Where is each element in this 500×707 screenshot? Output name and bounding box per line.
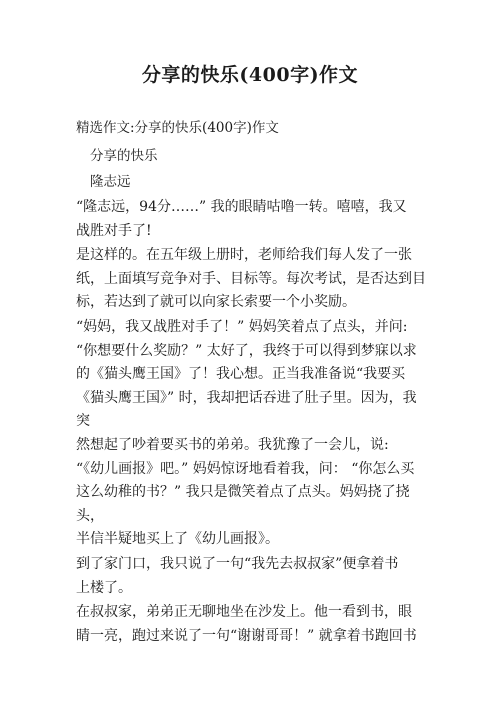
- essay-author: 隆志远: [90, 174, 131, 190]
- essay-subtitle: 分享的快乐: [90, 148, 158, 164]
- paragraph: “妈妈，我又战胜对手了！” 妈妈笑着点了点头，并问: “你想要什么奖励？” 太好了，我终于可以得到梦寐以求 的《猫头鹰王国》了！我心想。正当我准备说“我要买 《猫头鹰王国》” 时，我却把话吞进了肚子里。因为，我突 然想起了吵着要买书的弟弟。我犹豫了一会儿，说: “《幼儿画报》吧。” 妈妈惊讶地看着我，问： “你怎么买 这么幼稚的书？” 我只是微笑着点了点头。妈妈挠了挠头， 半信半疑地买上了《幼儿画报》。: [76, 318, 417, 548]
- essay-body: [76, 196, 426, 648]
- paragraph: 到了家门口，我只说了一句“我先去叔叔家”便拿着书 上楼了。: [76, 555, 399, 596]
- meta-line: 精选作文:分享的快乐(400字)作文: [76, 120, 279, 136]
- paragraph: 在叔叔家，弟弟正无聊地坐在沙发上。他一看到书，眼 睛一亮，跑过来说了一句“谢谢哥哥！” 就拿着书跑回书: [76, 604, 417, 644]
- paragraph: “隆志远，94分……” 我的眼睛咕噜一转。嘻嘻，我又 战胜对手了!: [76, 199, 407, 239]
- document-title: 分享的快乐(400字)作文: [141, 64, 359, 86]
- paragraph: 是这样的。在五年级上册时，老师给我们每人发了一张 纸，上面填写竞争对手、目标等。每次考试，是否达到目 标，若达到了就可以向家长索要一个小奖励。: [76, 247, 426, 311]
